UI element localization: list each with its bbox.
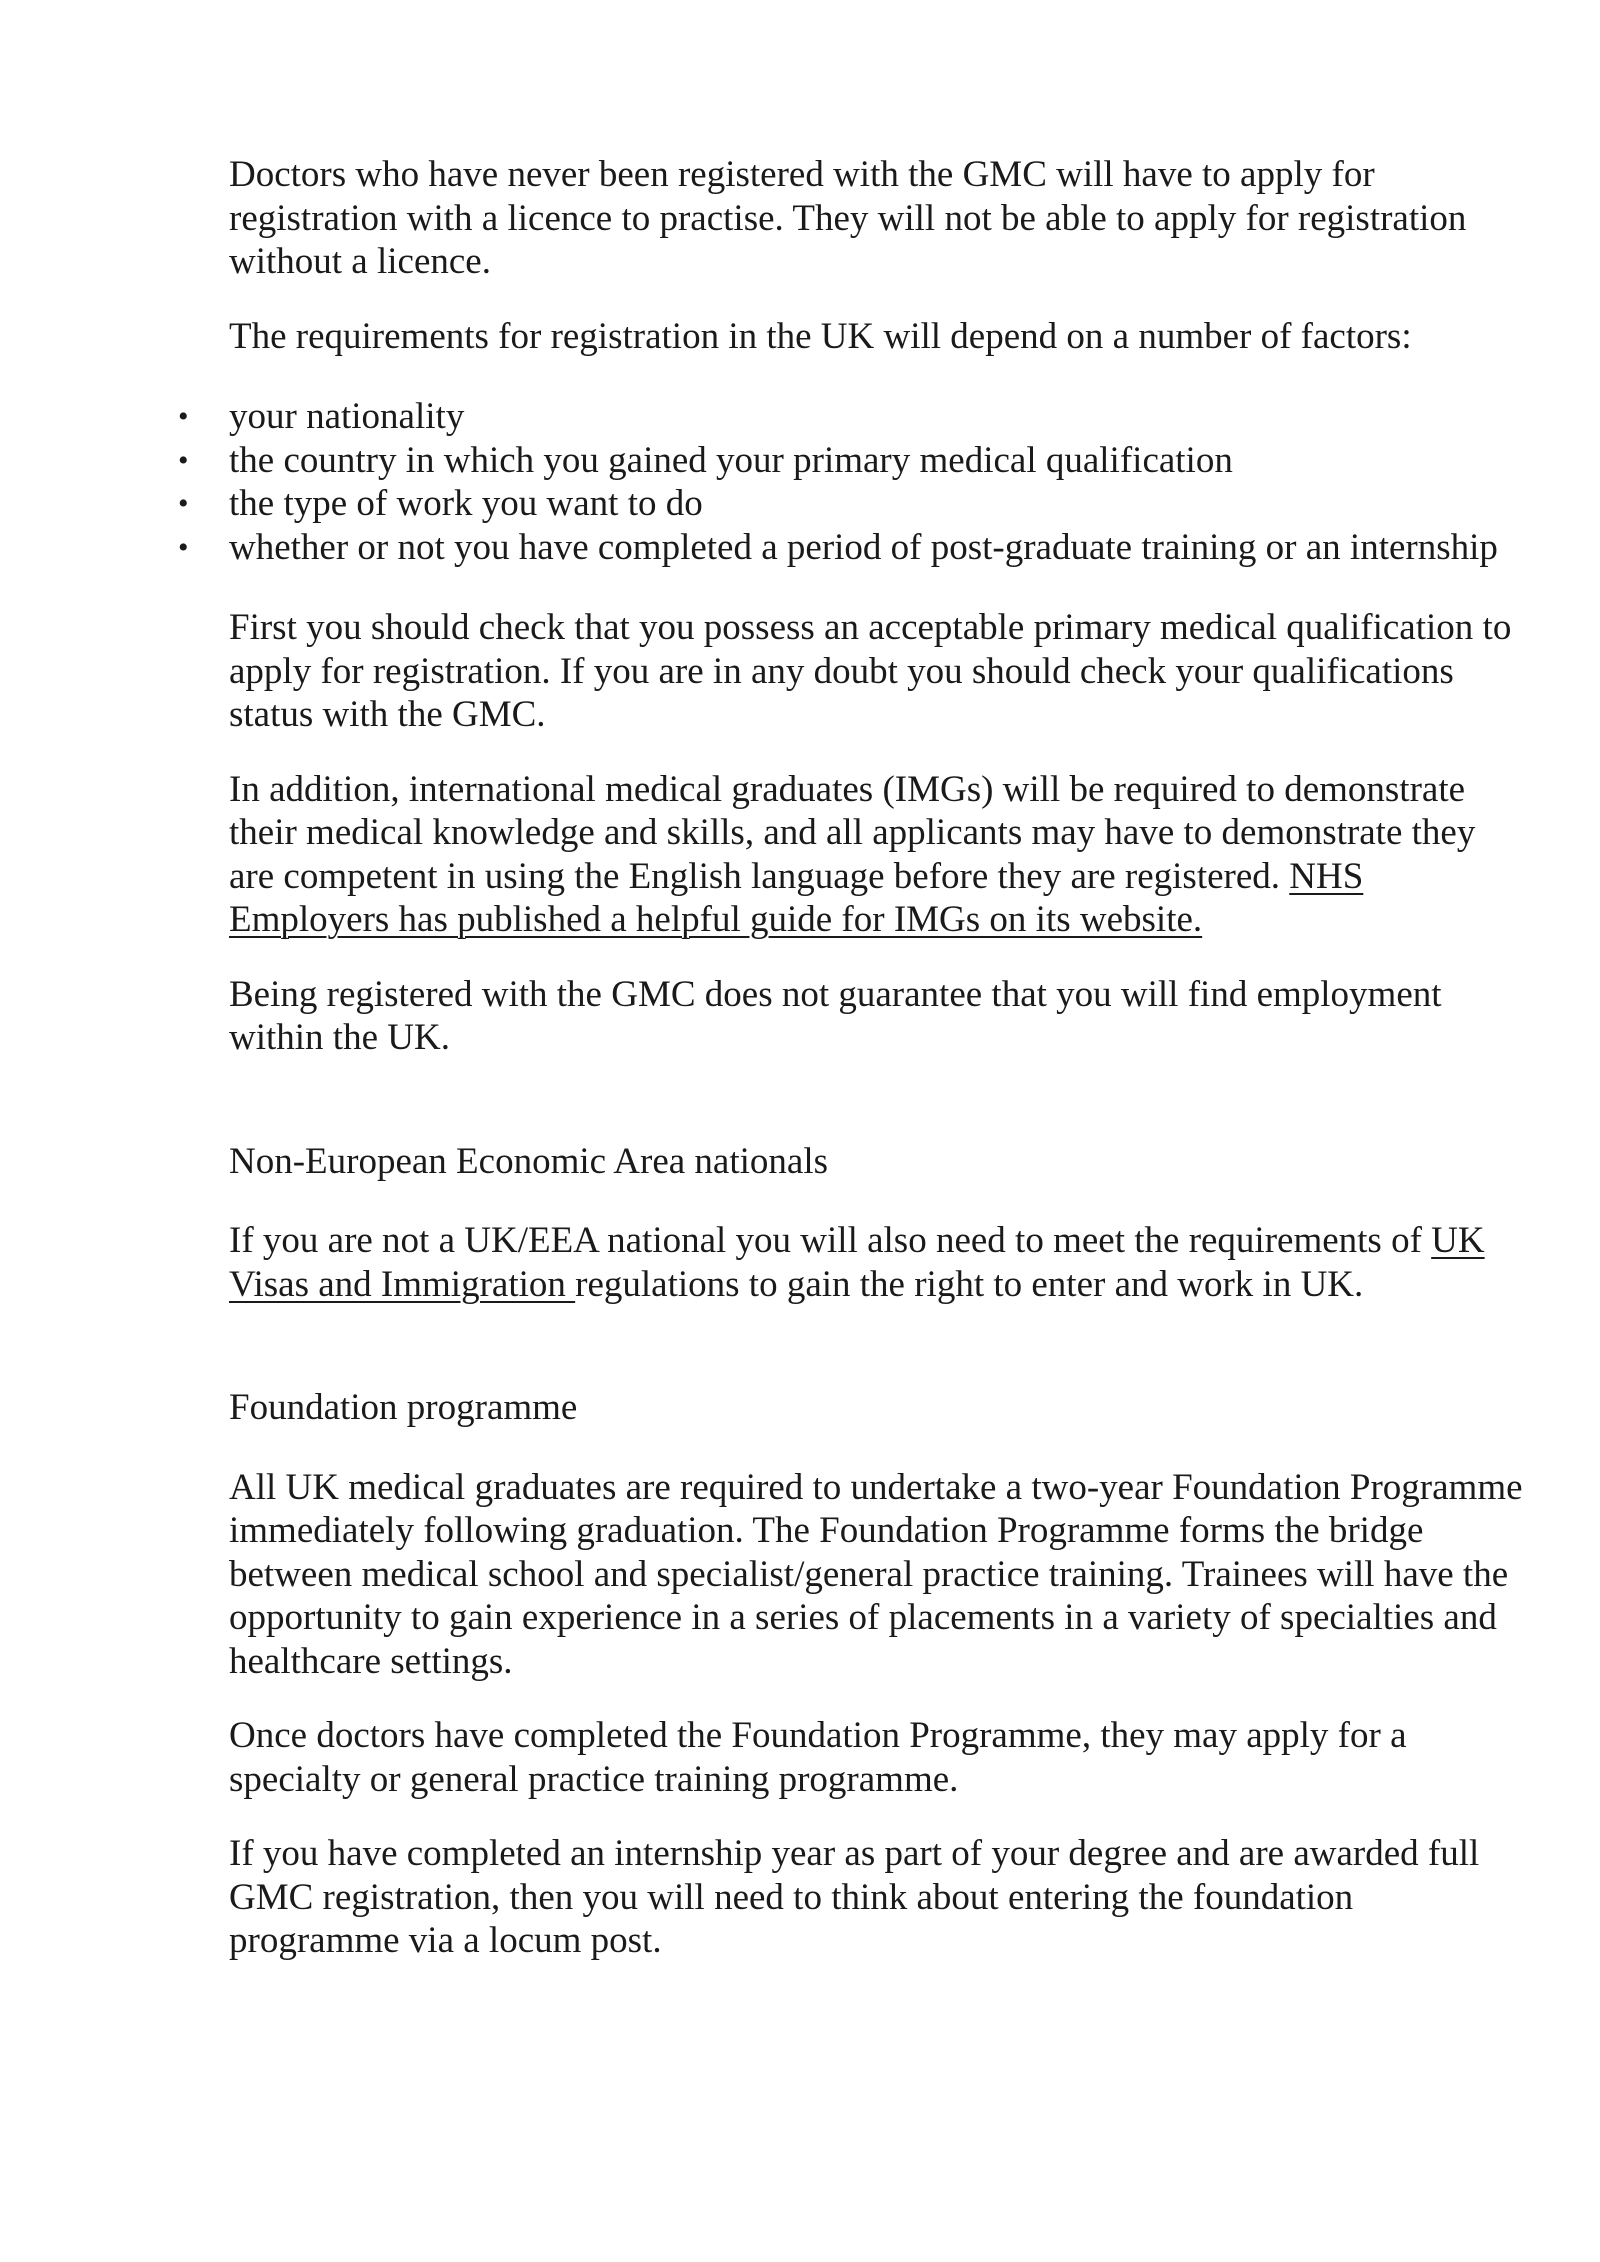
list-item-text: whether or not you have completed a period of post-graduate training or an internship — [229, 526, 1498, 568]
paragraph-img-requirements — [229, 768, 1529, 942]
list-item — [178, 482, 1529, 526]
factors-list — [178, 395, 1529, 569]
paragraph-qualification-check: First you should check that you possess an acceptable primary medical qualification to apply for registration. If you are in any doubt you should check your qualifications status with the GMC. — [229, 607, 1512, 735]
nhs-employers-guide-link[interactable]: NHS Employers has published a helpful guide for IMGs on its website. — [229, 855, 1364, 940]
list-item-text: the type of work you want to do — [229, 483, 703, 524]
uk-visas-immigration-link[interactable]: UK Visas and Immigration — [229, 1220, 1485, 1305]
bullet-icon: • — [178, 400, 189, 433]
paragraph-after-foundation: Once doctors have completed the Foundation Programme, they may apply for a specialty or general practice training programme. — [229, 1715, 1407, 1800]
img-requirements-text: In addition, international medical graduates (IMGs) will be required to demonstrate their medical knowledge and skills, and all applicants may have to demonstrate they are competent in using the English language before they are registered. — [229, 768, 1476, 897]
list-item — [178, 526, 1529, 570]
bullet-icon: • — [178, 443, 189, 477]
list-item-text: the country in which you gained your primary medical qualification — [229, 439, 1233, 481]
heading-non-eea-nationals: Non-European Economic Area nationals — [229, 1140, 828, 1182]
visa-text-after: regulations to gain the right to enter and work in UK. — [575, 1263, 1364, 1305]
paragraph-foundation-overview: All UK medical graduates are required to undertake a two-year Foundation Programme immediately following graduation. The Foundation Programme forms the bridge between medical school and specialist/general practice training. Trainees will have the opportunity to gain experience in a series of placements in a variety of specialties and healthcare settings. — [229, 1466, 1523, 1682]
bullet-icon: • — [178, 530, 189, 564]
list-item — [178, 395, 1529, 439]
paragraph-visa-requirements — [229, 1219, 1529, 1306]
list-item — [178, 439, 1529, 483]
paragraph-employment-disclaimer: Being registered with the GMC does not guarantee that you will find employment within the UK. — [229, 973, 1442, 1058]
paragraph-internship-locum: If you have completed an internship year as part of your degree and are awarded full GMC registration, then you will need to think about entering the foundation programme via a locum post. — [229, 1833, 1480, 1961]
bullet-icon: • — [178, 487, 189, 520]
paragraph-requirements-intro: The requirements for registration in the UK will depend on a number of factors: — [229, 315, 1412, 357]
heading-foundation-programme: Foundation programme — [229, 1387, 578, 1428]
list-item-text: your nationality — [229, 396, 465, 437]
visa-text-before: If you are not a UK/EEA national you will also need to meet the requirements of — [229, 1220, 1432, 1261]
paragraph-licence: Doctors who have never been registered with the GMC will have to apply for registration with a licence to practise. They will not be able to apply for registration without a licence. — [229, 154, 1467, 282]
document-body — [178, 153, 1529, 1963]
